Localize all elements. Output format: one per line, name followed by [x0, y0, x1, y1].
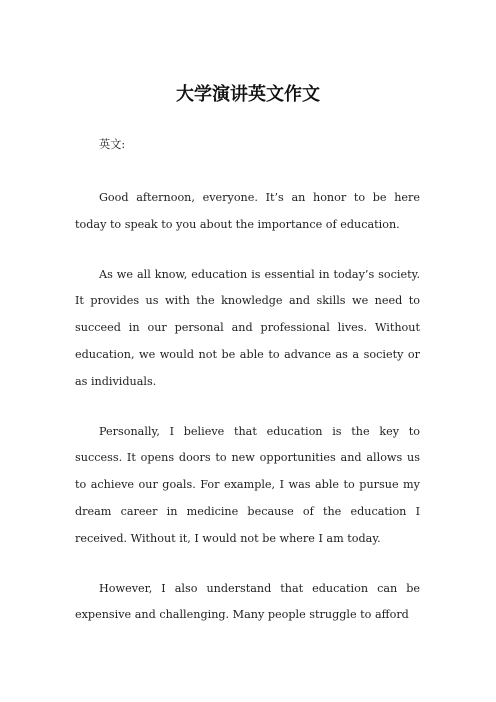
- document-body: [75, 185, 420, 652]
- paragraph-challenges: However, I also understand that education can be expensive and challenging. Many people struggle to afford: [75, 581, 420, 622]
- document-title: 大学演讲英文作文: [176, 84, 320, 105]
- paragraph-importance: As we all know, education is essential in today’s society. It provides us with the knowledge and skills we need to succeed in our personal and professional lives. Without education, we would not be able to advance as a society or as individuals.: [75, 267, 420, 388]
- paragraph-personal: Personally, I believe that education is the key to success. It opens doors to new opportunities and allows us to achieve our goals. For example, I was able to pursue my dream career in medicine because of the education I received. Without it, I would not be where I am today.: [75, 424, 420, 545]
- paragraph-greeting: Good afternoon, everyone. It’s an honor to be here today to speak to you about the importance of education.: [75, 191, 420, 231]
- section-label: 英文:: [99, 138, 126, 151]
